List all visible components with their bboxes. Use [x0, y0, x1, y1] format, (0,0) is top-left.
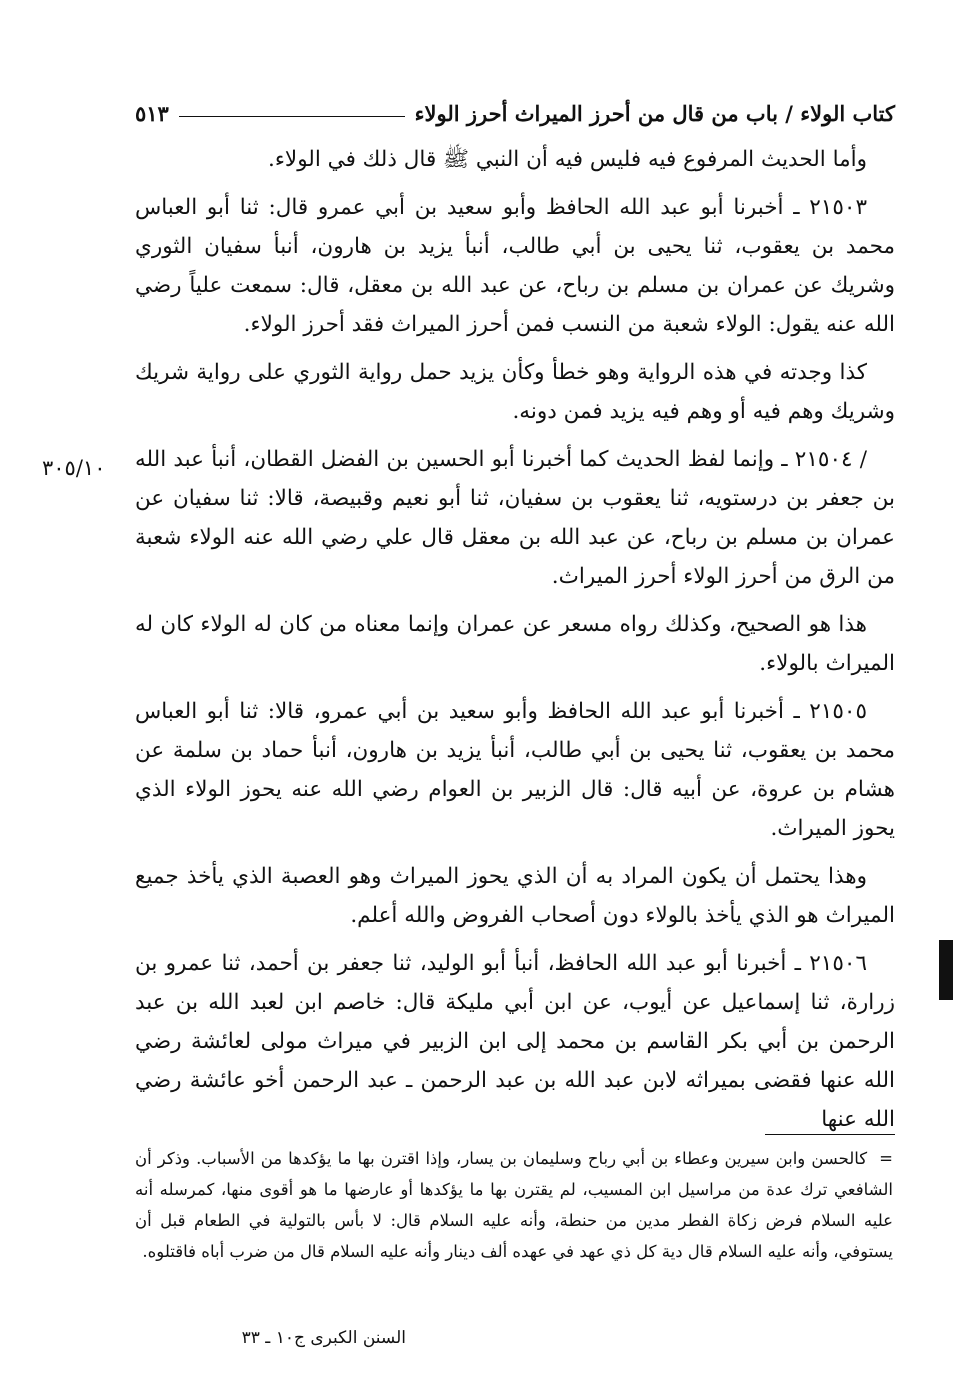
footnote-text [135, 1143, 895, 1267]
hadith-21503: ٢١٥٠٣ ـ أخبرنا أبو عبد الله الحافظ وأبو سعيد بن أبي عمرو قال: ثنا أبو العباس محمد بن يعقوب، ثنا يحيى بن أبي طالب، أنبأ يزيد بن هارون، أنبأ سفيان الثوري وشريك عن عمران بن مسلم بن رباح، عن عبد الله بن معقل، قال: سمعت علياً رضي الله عنه يقول: الولاء شعبة من النسب فمن أحرز الميراث فقد أحرز الولاء. [135, 195, 895, 337]
page-header [135, 86, 895, 126]
main-text [135, 140, 895, 1148]
paragraph: هذا هو الصحيح، وكذلك رواه مسعر عن عمران وإنما معناه من كان له الولاء كان له الميراث بالولاء. [135, 612, 895, 676]
footnotes [135, 1134, 895, 1267]
footnote-body: كالحسن وابن سيرين وعطاء بن أبي رباح وسليمان بن يسار، وإذا اقترن بها ما يؤكدها من الأسباب. وذكر أن الشافعي ترك عدة من مراسيل ابن المسيب، لم يقترن بها ما يؤكدها أو عارضها ما هو أقوى منها، كمرسله أنه عليه السلام فرض زكاة الفطر مدين من حنطة، وأنه عليه السلام قال: لا بأس بالتولية في الطعام قبل أن يستوفي، وأنه عليه السلام قال دية كل ذي عهد في عهده ألف دينار وأنه عليه السلام قال من ضرب أباه فاقتلوه. [135, 1149, 893, 1261]
thumb-index-tab [939, 940, 953, 1000]
running-title: كتاب الولاء / باب من قال من أحرز الميراث أحرز الولاء [414, 101, 895, 126]
paragraph: كذا وجدته في هذه الرواية وهو خطأ وكأن يزيد حمل رواية الثوري على رواية شريك وشريك وهم فيه أو وهم فيه يزيد فمن دونه. [135, 360, 895, 424]
footnote-rule [765, 1134, 895, 1135]
paragraph: وهذا يحتمل أن يكون المراد به أن الذي يحوز الميراث وهو العصبة الذي يأخذ جميع الميراث هو الذي يأخذ بالولاء دون أصحاب الفروض والله أعلم. [135, 864, 895, 928]
printer-signature: السنن الكبرى ج١٠ ـ ٣٣ [241, 1328, 406, 1348]
margin-reference: ٣٠٥/١٠ [42, 456, 106, 480]
hadith-21506: ٢١٥٠٦ ـ أخبرنا أبو عبد الله الحافظ، أنبأ أبو الوليد، ثنا جعفر بن أحمد، ثنا عمرو بن زرارة، ثنا إسماعيل عن أيوب، عن ابن أبي مليكة قال: خاصم ابن لعبد الله بن عبد الرحمن بن أبي بكر القاسم بن محمد إلى ابن الزبير في ميراث مولى لعائشة رضي الله عنها فقضى بميراثه لابن عبد الله بن عبد الرحمن ـ عبد الرحمن أخو عائشة رضي الله عنها [135, 951, 895, 1132]
footnote-marker: = [879, 1149, 893, 1168]
header-rule [179, 116, 405, 117]
paragraph: وأما الحديث المرفوع فيه فليس فيه أن النبي ﷺ قال ذلك في الولاء. [267, 147, 867, 172]
hadith-21504: / ٢١٥٠٤ ـ وإنما لفظ الحديث كما أخبرنا أبو الحسين بن الفضل القطان، أنبأ عبد الله بن جعفر بن درستويه، ثنا يعقوب بن سفيان، ثنا أبو نعيم وقبيصة، قالا: ثنا سفيان عن عمران بن مسلم بن رباح، عن عبد الله بن معقل قال علي رضي الله عنه الولاء شعبة من الرق من أحرز الولاء أحرز الميراث. [135, 447, 895, 589]
page-number: ٥١٣ [135, 101, 169, 126]
hadith-21505: ٢١٥٠٥ ـ أخبرنا أبو عبد الله الحافظ وأبو سعيد بن أبي عمرو، قالا: ثنا أبو العباس محمد بن يعقوب، ثنا يحيى بن أبي طالب، أنبأ يزيد بن هارون، أنبأ حماد بن سلمة عن هشام بن عروة، عن أبيه قال: قال الزبير بن العوام رضي الله عنه يحوز الولاء الذي يحوز الميراث. [135, 699, 895, 841]
